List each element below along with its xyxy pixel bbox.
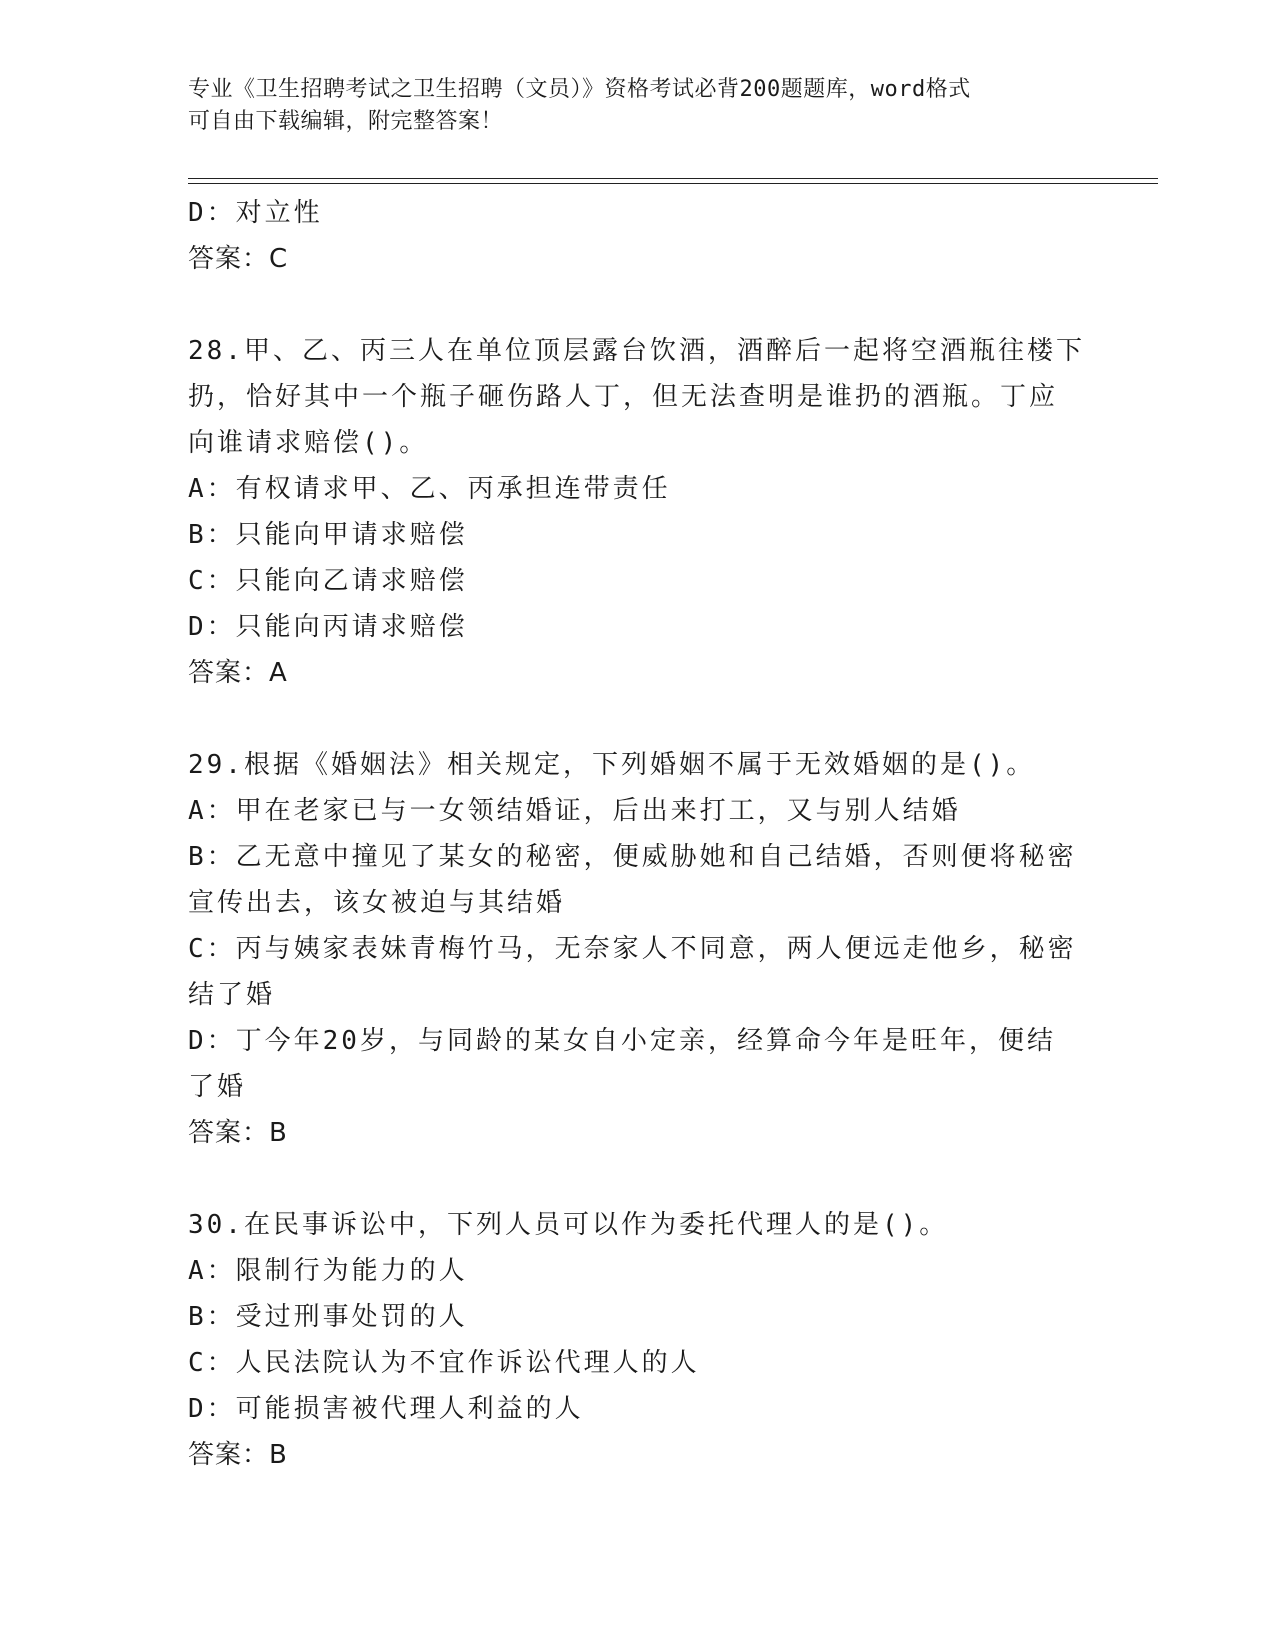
option-d: D：丁今年20岁，与同龄的某女自小定亲，经算命今年是旺年，便结 (188, 1026, 1056, 1056)
spacer (188, 282, 1088, 328)
option-a: A：甲在老家已与一女领结婚证，后出来打工，又与别人结婚 (188, 796, 961, 826)
option-c: C：丙与姨家表妹青梅竹马，无奈家人不同意，两人便远走他乡，秘密 (188, 934, 1077, 964)
option-a: A：有权请求甲、乙、丙承担连带责任 (188, 474, 671, 504)
answer: 答案：A (188, 658, 288, 688)
spacer (188, 696, 1088, 742)
option-b: B：只能向甲请求赔偿 (188, 520, 468, 550)
answer: 答案：B (188, 1440, 288, 1470)
document-body (188, 190, 1088, 1478)
option-b-continued: 宣传出去，该女被迫与其结婚 (188, 888, 566, 918)
question-stem-line: 扔，恰好其中一个瓶子砸伤路人丁，但无法查明是谁扔的酒瓶。丁应 (188, 382, 1059, 412)
option-c-continued: 结了婚 (188, 980, 276, 1010)
option-b: B：乙无意中撞见了某女的秘密，便威胁她和自己结婚，否则便将秘密 (188, 842, 1077, 872)
option-b: B：受过刑事处罚的人 (188, 1302, 468, 1332)
question-29 (188, 742, 1088, 1156)
option-d: D：只能向丙请求赔偿 (188, 612, 468, 642)
option-d-continued: 了婚 (188, 1072, 247, 1102)
prev-answer: 答案：C (188, 244, 289, 274)
spacer (188, 1156, 1088, 1202)
header-divider-top (188, 178, 1158, 179)
option-a: A：限制行为能力的人 (188, 1256, 468, 1286)
answer: 答案：B (188, 1118, 288, 1148)
option-d: D：可能损害被代理人利益的人 (188, 1394, 584, 1424)
question-stem-line: 30.在民事诉讼中，下列人员可以作为委托代理人的是()。 (188, 1210, 949, 1240)
question-stem-line: 28.甲、乙、丙三人在单位顶层露台饮酒，酒醉后一起将空酒瓶往楼下 (188, 336, 1085, 366)
question-stem-line: 向谁请求赔偿()。 (188, 428, 429, 458)
question-30 (188, 1202, 1088, 1478)
header-line-2: 可自由下载编辑，附完整答案！ (188, 109, 504, 134)
header-divider-bottom (188, 183, 1158, 184)
header-line-1: 专业《卫生招聘考试之卫生招聘（文员）》资格考试必背200题题库，word格式 (188, 77, 971, 102)
page-header (188, 74, 1088, 138)
option-c: C：只能向乙请求赔偿 (188, 566, 468, 596)
prev-option-d: D：对立性 (188, 198, 323, 228)
question-stem-line: 29.根据《婚姻法》相关规定，下列婚姻不属于无效婚姻的是()。 (188, 750, 1036, 780)
question-28 (188, 328, 1088, 696)
option-c: C：人民法院认为不宜作诉讼代理人的人 (188, 1348, 700, 1378)
